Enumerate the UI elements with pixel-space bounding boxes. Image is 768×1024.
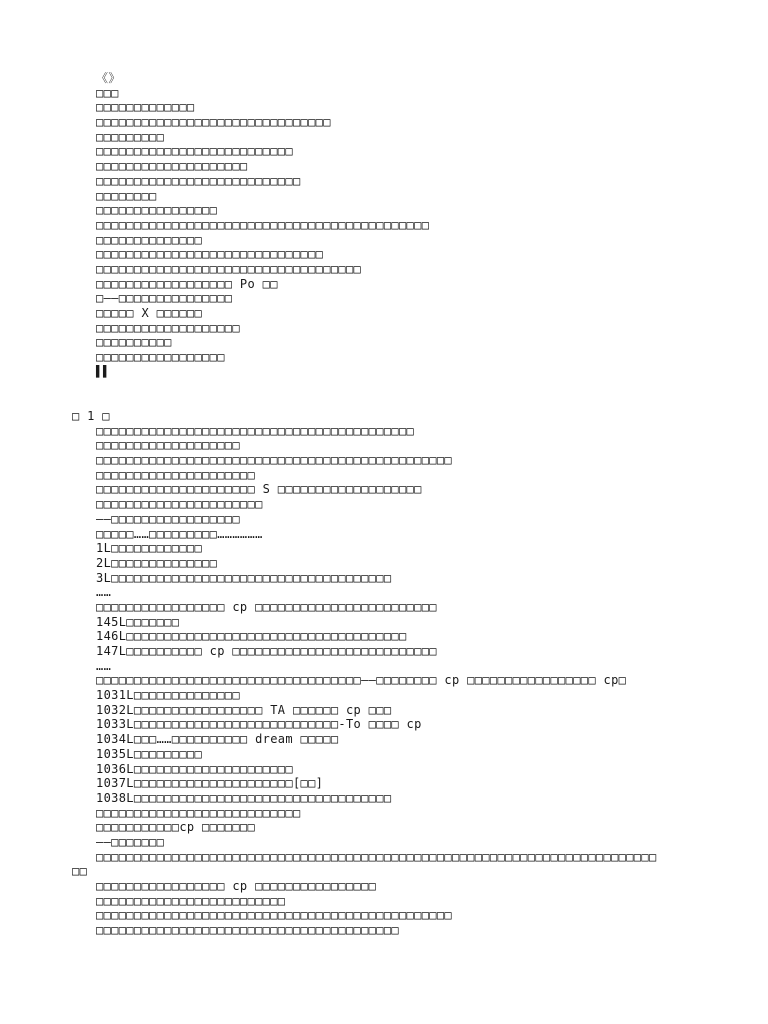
body-line: □□□□□□□□□□□□□□□□□□□□□□□□□□□ [96, 805, 301, 820]
body-line: □□□□□……□□□□□□□□□……………… [96, 526, 263, 541]
intro-line: □□□□□□□□□□□□□□□□□□□□□□□□□□□□□□□□□□□□□□□□□□□□ [96, 217, 430, 232]
intro-line: □□□□□□□□□□□□□□□□ [96, 203, 218, 218]
intro-line: □□□□□□□□□□□□□□□□□□□□□□□□□□□□□□□ [96, 115, 331, 130]
body-line: □□□□□□□□□□□□□□□□□□□□□□ [96, 497, 263, 512]
body-line: □□□□□□□□□□□□□□□□□ cp □□□□□□□□□□□□□□□□□□□□□□□□ [96, 599, 437, 614]
body-line: □□□□□□□□□□□□□□□□□□□□□□□□□□□□□□□□□□□□□□□□□□□□□□□ [96, 908, 453, 923]
ellipsis-line: …… [96, 585, 112, 600]
numbered-line: 1037L□□□□□□□□□□□□□□□□□□□□□[□□] [96, 776, 324, 791]
body-line: ——□□□□□□□ [96, 834, 165, 849]
body-line: □□□□□□□□□□□□□□□□□□□□□□□□□□□□□□□□□□□□□□□□□□□□□□□□□□□□□□□□□□□□□□□□□□□□□□□□□□ [96, 849, 657, 864]
body-line: □□□□□□□□□□□□□□□□□□□□□□□□□ [96, 893, 286, 908]
chapter-heading: □ 1 □ [72, 409, 110, 423]
intro-line: □□□□□□□□□□□□□□ [96, 232, 203, 247]
title-brackets: 《》 [96, 71, 121, 85]
ellipsis-line: …… [96, 658, 112, 673]
body-line: □□□□□□□□□□□□□□□□□□□ [96, 438, 240, 453]
section-marker: ▌▌ [96, 364, 110, 378]
body-line: □□□□□□□□□□□□□□□□□□□□□□□□□□□□□□□□□□□□□□□□□□□□□□□ [96, 453, 453, 468]
numbered-line: 1032L□□□□□□□□□□□□□□□□□ TA □□□□□□ cp □□□ [96, 702, 392, 717]
intro-line: □□□□□□□□□ [96, 129, 165, 144]
intro-line: □□□□□□□□□□□□□□□□□□□ [96, 320, 240, 335]
numbered-line: 1034L□□□……□□□□□□□□□□ dream □□□□□ [96, 732, 339, 747]
numbered-line: 1036L□□□□□□□□□□□□□□□□□□□□□ [96, 761, 293, 776]
intro-line: □□□ [96, 85, 119, 100]
numbered-line: 145L□□□□□□□ [96, 614, 180, 629]
body-line: □□□□□□□□□□□□□□□□□□□□□□□□□□□□□□□□□□□□□□□□□□ [96, 423, 415, 438]
intro-line: □□□□□□□□ [96, 188, 157, 203]
body-section [0, 409, 768, 938]
intro-section [0, 71, 768, 379]
body-line: □□□□□□□□□□□□□□□□□□□□□□□□□□□□□□□□□□□□□□□□ [96, 923, 399, 938]
intro-line: □□□□□□□□□□□□□□□□□□□□□□□□□□□ [96, 173, 301, 188]
numbered-line: 3L□□□□□□□□□□□□□□□□□□□□□□□□□□□□□□□□□□□□□ [96, 570, 392, 585]
body-line: □□□□□□□□□□□cp □□□□□□□ [96, 820, 256, 835]
numbered-line: 147L□□□□□□□□□□ cp □□□□□□□□□□□□□□□□□□□□□□□□□□□ [96, 644, 437, 658]
intro-line: □□□□□□□□□□□□□□□□□□ Po □□ [96, 276, 278, 291]
intro-line: □□□□□□□□□□□□□□□□□□□□□□□□□□□□□□□□□□□ [96, 261, 362, 276]
numbered-line: 1035L□□□□□□□□□ [96, 746, 203, 761]
body-line: □□□□□□□□□□□□□□□□□□□□□□□□□□□□□□□□□□□——□□□□□□□□ cp □□□□□□□□□□□□□□□□□ cp□ [96, 673, 627, 688]
intro-line: □□□□□ X □□□□□□ [96, 306, 203, 320]
intro-line: □□□□□□□□□□□□□ [96, 100, 195, 115]
body-line-wrap: □□ [72, 864, 88, 879]
intro-line: □□□□□□□□□□□□□□□□□□□□□□□□□□□□□□ [96, 247, 324, 262]
numbered-line: 1031L□□□□□□□□□□□□□□ [96, 688, 240, 703]
intro-line: □□□□□□□□□□ [96, 335, 172, 350]
numbered-line: 1038L□□□□□□□□□□□□□□□□□□□□□□□□□□□□□□□□□□ [96, 790, 392, 805]
intro-line: □□□□□□□□□□□□□□□□□□□□□□□□□□ [96, 144, 293, 159]
body-line: □□□□□□□□□□□□□□□□□ cp □□□□□□□□□□□□□□□□ [96, 879, 377, 893]
intro-line: □□□□□□□□□□□□□□□□□□□□ [96, 159, 248, 174]
numbered-line: 146L□□□□□□□□□□□□□□□□□□□□□□□□□□□□□□□□□□□□□ [96, 629, 407, 644]
intro-line: □□□□□□□□□□□□□□□□□ [96, 350, 225, 365]
numbered-line: 1033L□□□□□□□□□□□□□□□□□□□□□□□□□□□-To □□□□ cp [96, 717, 422, 732]
body-line: ——□□□□□□□□□□□□□□□□□ [96, 511, 240, 526]
numbered-line: 2L□□□□□□□□□□□□□□ [96, 555, 218, 570]
body-line: □□□□□□□□□□□□□□□□□□□□□ S □□□□□□□□□□□□□□□□□□□ [96, 482, 422, 497]
numbered-line: 1L□□□□□□□□□□□□ [96, 541, 203, 556]
intro-line: □——□□□□□□□□□□□□□□□ [96, 291, 233, 306]
body-line: □□□□□□□□□□□□□□□□□□□□□ [96, 467, 256, 482]
